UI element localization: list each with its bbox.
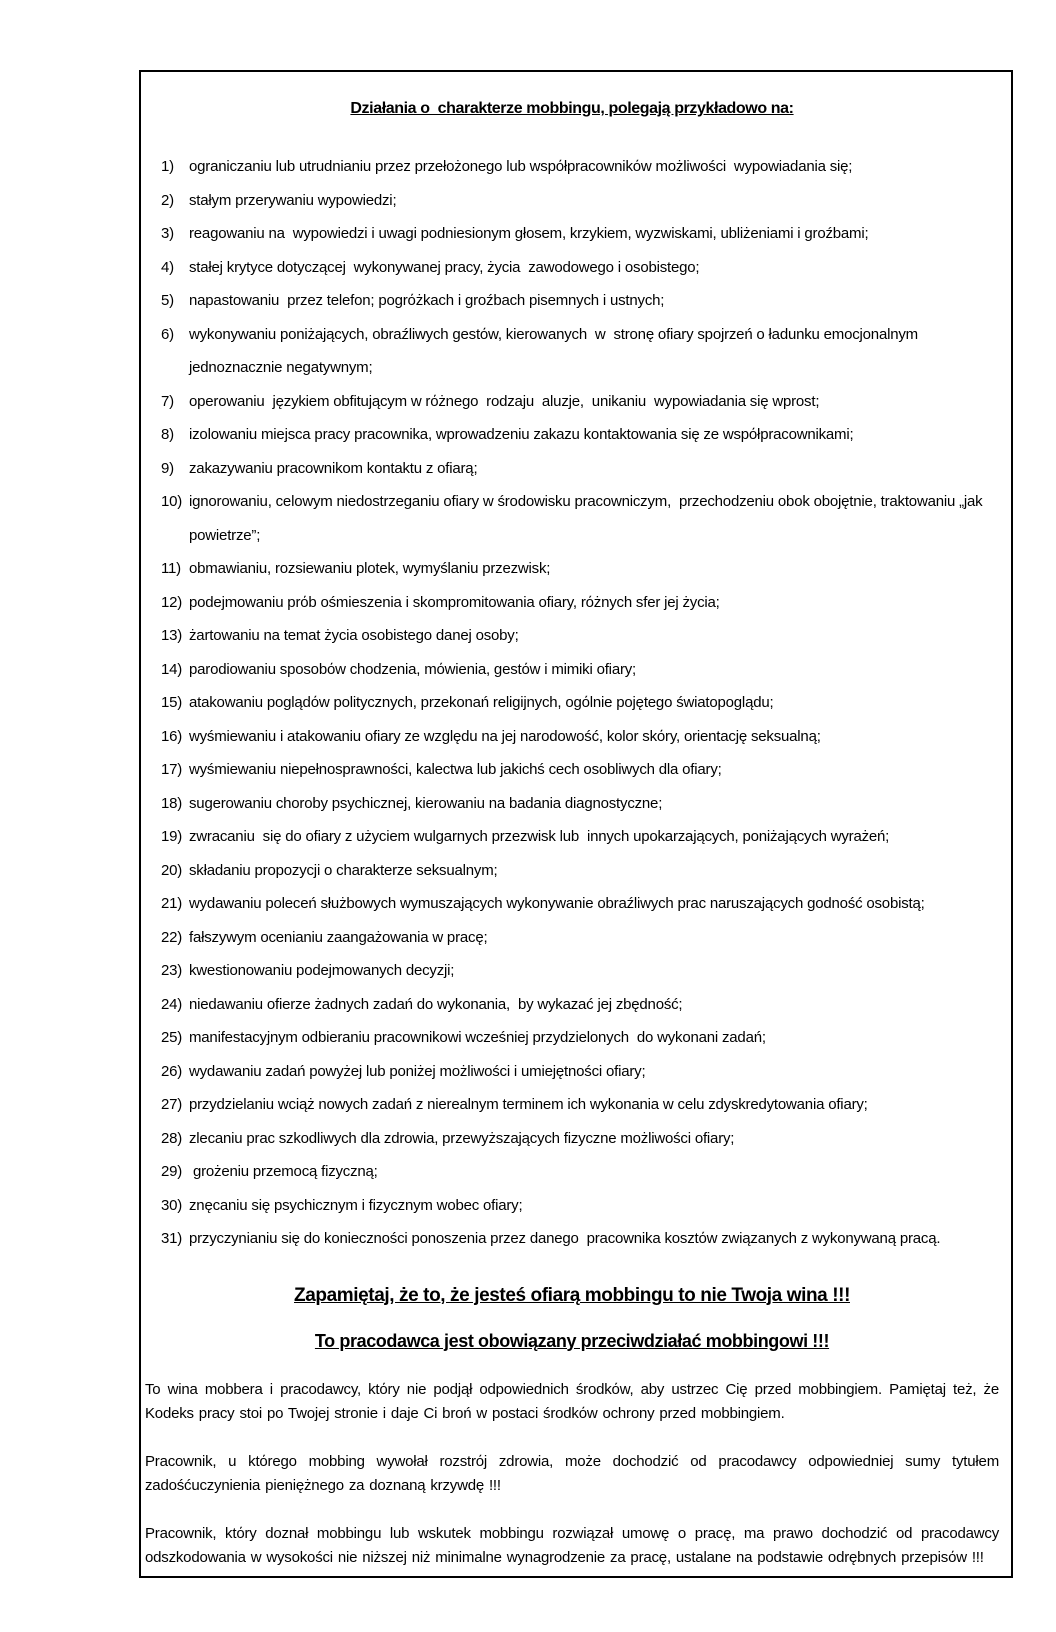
list-item-number: 17) bbox=[161, 761, 183, 778]
list-item-number: 26) bbox=[161, 1062, 183, 1080]
list-item-text: zwracaniu się do ofiary z użyciem wulgarnych przezwisk lub innych upokarzających, poniżających wyrażeń; bbox=[189, 828, 890, 845]
list-item-number: 7) bbox=[161, 392, 174, 410]
paragraph-mobber-fault: To wina mobbera i pracodawcy, ktόry nie podjął odpowiednich środkόw, aby ustrzec Cię przed mobbingiem. Pamiętaj też, że Kodeks pracy stoi po Twojej stronie i daje Ci broń w postaci środkόw ochrony przed mobbingiem. bbox=[145, 1380, 999, 1422]
list-item-number: 11) bbox=[161, 560, 181, 577]
list-item-number: 28) bbox=[161, 1129, 183, 1147]
document-frame bbox=[139, 70, 1013, 1578]
list-item bbox=[161, 586, 1003, 620]
list-item-text: niedawaniu ofierze żadnych zadań do wykonania, by wykazać jej zbędność; bbox=[189, 995, 683, 1013]
list-item-number: 20) bbox=[161, 861, 183, 879]
list-item bbox=[161, 1021, 1003, 1055]
reminder-heading: Zapamiętaj, że to, że jesteś ofiarą mobbingu to nie Twoja wina !!! bbox=[294, 1284, 850, 1306]
list-item bbox=[161, 1222, 1003, 1256]
list-item bbox=[161, 251, 1003, 285]
list-item-number: 19) bbox=[161, 828, 183, 845]
list-item-number: 16) bbox=[161, 727, 183, 745]
list-item bbox=[161, 385, 1003, 419]
list-item-number: 27) bbox=[161, 1096, 183, 1113]
list-item bbox=[161, 418, 1003, 452]
list-item bbox=[161, 753, 1003, 787]
list-item-text: podejmowaniu prόb ośmieszenia i skompromitowania ofiary, rόżnych sfer jej życia; bbox=[189, 593, 720, 611]
document-title: Działania o charakterze mobbingu, polegają przykładowo na: bbox=[350, 100, 794, 117]
list-item-number: 15) bbox=[161, 694, 183, 711]
list-item bbox=[161, 1122, 1003, 1156]
list-item-text: fałszywym ocenianiu zaangażowania w pracę; bbox=[189, 928, 488, 946]
list-item-text: wydawaniu zadań powyżej lub poniżej możliwości i umiejętności ofiary; bbox=[189, 1062, 646, 1080]
list-item-text: parodiowaniu sposobόw chodzenia, mόwienia, gestόw i mimiki ofiary; bbox=[189, 660, 637, 678]
employer-duty-heading: To pracodawca jest obowiązany przeciwdziałać mobbingowi !!! bbox=[314, 1330, 830, 1351]
list-item-text: wyśmiewaniu niepełnosprawności, kalectwa lub jakichś cech osobliwych dla ofiary; bbox=[189, 761, 722, 778]
list-item-text: reagowaniu na wypowiedzi i uwagi podniesionym głosem, krzykiem, wyzwiskami, ubliżeniami i groźbami; bbox=[189, 225, 869, 242]
paragraph-health-compensation: Pracownik, u ktόrego mobbing wywołał rozstrόj zdrowia, może dochodzić od pracodawcy odpowiedniej sumy tytułem zadośćuczynienia pieniężnego za doznaną krzywdę !!! bbox=[145, 1452, 999, 1494]
list-item-number: 22) bbox=[161, 928, 183, 946]
list-item bbox=[161, 720, 1003, 754]
list-item-text: stałym przerywaniu wypowiedzi; bbox=[189, 191, 397, 209]
list-item bbox=[161, 954, 1003, 988]
list-item-text: manifestacyjnym odbieraniu pracownikowi wcześniej przydzielonych do wykonani zadań; bbox=[189, 1029, 766, 1046]
list-item-number: 25) bbox=[161, 1029, 183, 1046]
list-item bbox=[161, 485, 1003, 552]
list-item-number: 1) bbox=[161, 158, 174, 175]
list-item-text: ograniczaniu lub utrudnianiu przez przełożonego lub wspόłpracownikόw możliwości wypowiadania się; bbox=[189, 158, 853, 175]
list-item bbox=[161, 921, 1003, 955]
list-item-text: atakowaniu poglądόw politycznych, przekonań religijnych, ogόlnie pojętego światopoglądu; bbox=[189, 694, 774, 711]
list-item bbox=[161, 318, 1003, 385]
list-item-text: sugerowaniu choroby psychicznej, kierowaniu na badania diagnostyczne; bbox=[189, 794, 663, 812]
list-item-number: 21) bbox=[161, 895, 183, 912]
list-item-number: 13) bbox=[161, 627, 183, 644]
list-item bbox=[161, 619, 1003, 653]
list-item-number: 29) bbox=[161, 1163, 183, 1180]
list-item-text: operowaniu językiem obfitującym w rόżnego rodzaju aluzje, unikaniu wypowiadania się wprost; bbox=[189, 392, 820, 410]
list-item-number: 6) bbox=[161, 325, 174, 343]
list-item-text: żartowaniu na temat życia osobistego danej osoby; bbox=[189, 627, 519, 644]
list-item-number: 18) bbox=[161, 794, 183, 812]
list-item bbox=[161, 1055, 1003, 1089]
list-item bbox=[161, 1088, 1003, 1122]
list-item-number: 2) bbox=[161, 191, 174, 209]
list-item-number: 4) bbox=[161, 258, 174, 276]
list-item bbox=[161, 452, 1003, 486]
list-item bbox=[161, 887, 1003, 921]
list-item-number: 10) bbox=[161, 493, 183, 510]
list-item-number: 23) bbox=[161, 962, 183, 979]
list-item-text: wykonywaniu poniżających, obraźliwych gestόw, kierowanych w stronę ofiary spojrzeń o ładunku emocjonalnym jednoznacznie negatywnym; bbox=[189, 325, 922, 376]
list-item-number: 9) bbox=[161, 459, 174, 477]
list-item-text: wyśmiewaniu i atakowaniu ofiary ze względu na jej narodowość, kolor skόry, orientację seksualną; bbox=[189, 727, 821, 745]
list-item bbox=[161, 686, 1003, 720]
list-item bbox=[161, 787, 1003, 821]
list-item-number: 12) bbox=[161, 593, 183, 611]
list-item-text: wydawaniu poleceń służbowych wymuszających wykonywanie obraźliwych prac naruszających godność osobistą; bbox=[189, 895, 925, 912]
list-item bbox=[161, 1189, 1003, 1223]
list-item-number: 31) bbox=[161, 1230, 183, 1247]
list-item bbox=[161, 988, 1003, 1022]
list-item bbox=[161, 653, 1003, 687]
list-item-number: 5) bbox=[161, 292, 174, 309]
list-item bbox=[161, 854, 1003, 888]
list-item-text: stałej krytyce dotyczącej wykonywanej pracy, życia zawodowego i osobistego; bbox=[189, 258, 700, 276]
list-item-text: izolowaniu miejsca pracy pracownika, wprowadzeniu zakazu kontaktowania się ze wspόłpracownikami; bbox=[189, 426, 854, 443]
list-item-text: kwestionowaniu podejmowanych decyzji; bbox=[189, 962, 455, 979]
list-item-number: 30) bbox=[161, 1196, 183, 1214]
list-item-number: 14) bbox=[161, 660, 183, 678]
list-item-text: zakazywaniu pracownikom kontaktu z ofiarą; bbox=[189, 459, 478, 477]
list-item bbox=[161, 184, 1003, 218]
list-item-text: składaniu propozycji o charakterze seksualnym; bbox=[189, 861, 498, 879]
list-item bbox=[161, 150, 1003, 184]
list-item bbox=[161, 217, 1003, 251]
list-item bbox=[161, 820, 1003, 854]
closing-paragraphs bbox=[145, 1378, 999, 1570]
list-item-text: obmawianiu, rozsiewaniu plotek, wymyślaniu przezwisk; bbox=[189, 560, 551, 577]
mobbing-actions-list bbox=[161, 150, 1003, 1256]
list-item-text: przydzielaniu wciąż nowych zadań z nierealnym terminem ich wykonania w celu zdyskredytowania ofiary; bbox=[189, 1096, 868, 1113]
list-item-number: 8) bbox=[161, 426, 174, 443]
list-item bbox=[161, 284, 1003, 318]
list-item-text: znęcaniu się psychicznym i fizycznym wobec ofiary; bbox=[189, 1196, 523, 1214]
list-item-number: 24) bbox=[161, 995, 183, 1013]
list-item-text: napastowaniu przez telefon; pogrόżkach i groźbach pisemnych i ustnych; bbox=[189, 292, 665, 309]
list-item bbox=[161, 552, 1003, 586]
list-item bbox=[161, 1155, 1003, 1189]
list-item-text: zlecaniu prac szkodliwych dla zdrowia, przewyższających fizyczne możliwości ofiary; bbox=[189, 1129, 735, 1147]
list-item-text: ignorowaniu, celowym niedostrzeganiu ofiary w środowisku pracowniczym, przechodzeniu obok obojętnie, traktowaniu „jak powietrze”; bbox=[189, 493, 987, 544]
list-item-text: przyczynianiu się do konieczności ponoszenia przez danego pracownika kosztόw związanych z wykonywaną pracą. bbox=[189, 1230, 941, 1247]
list-item-number: 3) bbox=[161, 225, 174, 242]
list-item-text: grożeniu przemocą fizyczną; bbox=[189, 1163, 378, 1180]
paragraph-termination-compensation: Pracownik, ktόry doznał mobbingu lub wskutek mobbingu rozwiązał umowę o pracę, ma prawo dochodzić od pracodawcy odszkodowania w wysokości nie niższej niż minimalne wynagrodzenie za pracę, ustalane na podstawie odrębnych przepisόw !!! bbox=[145, 1524, 999, 1566]
